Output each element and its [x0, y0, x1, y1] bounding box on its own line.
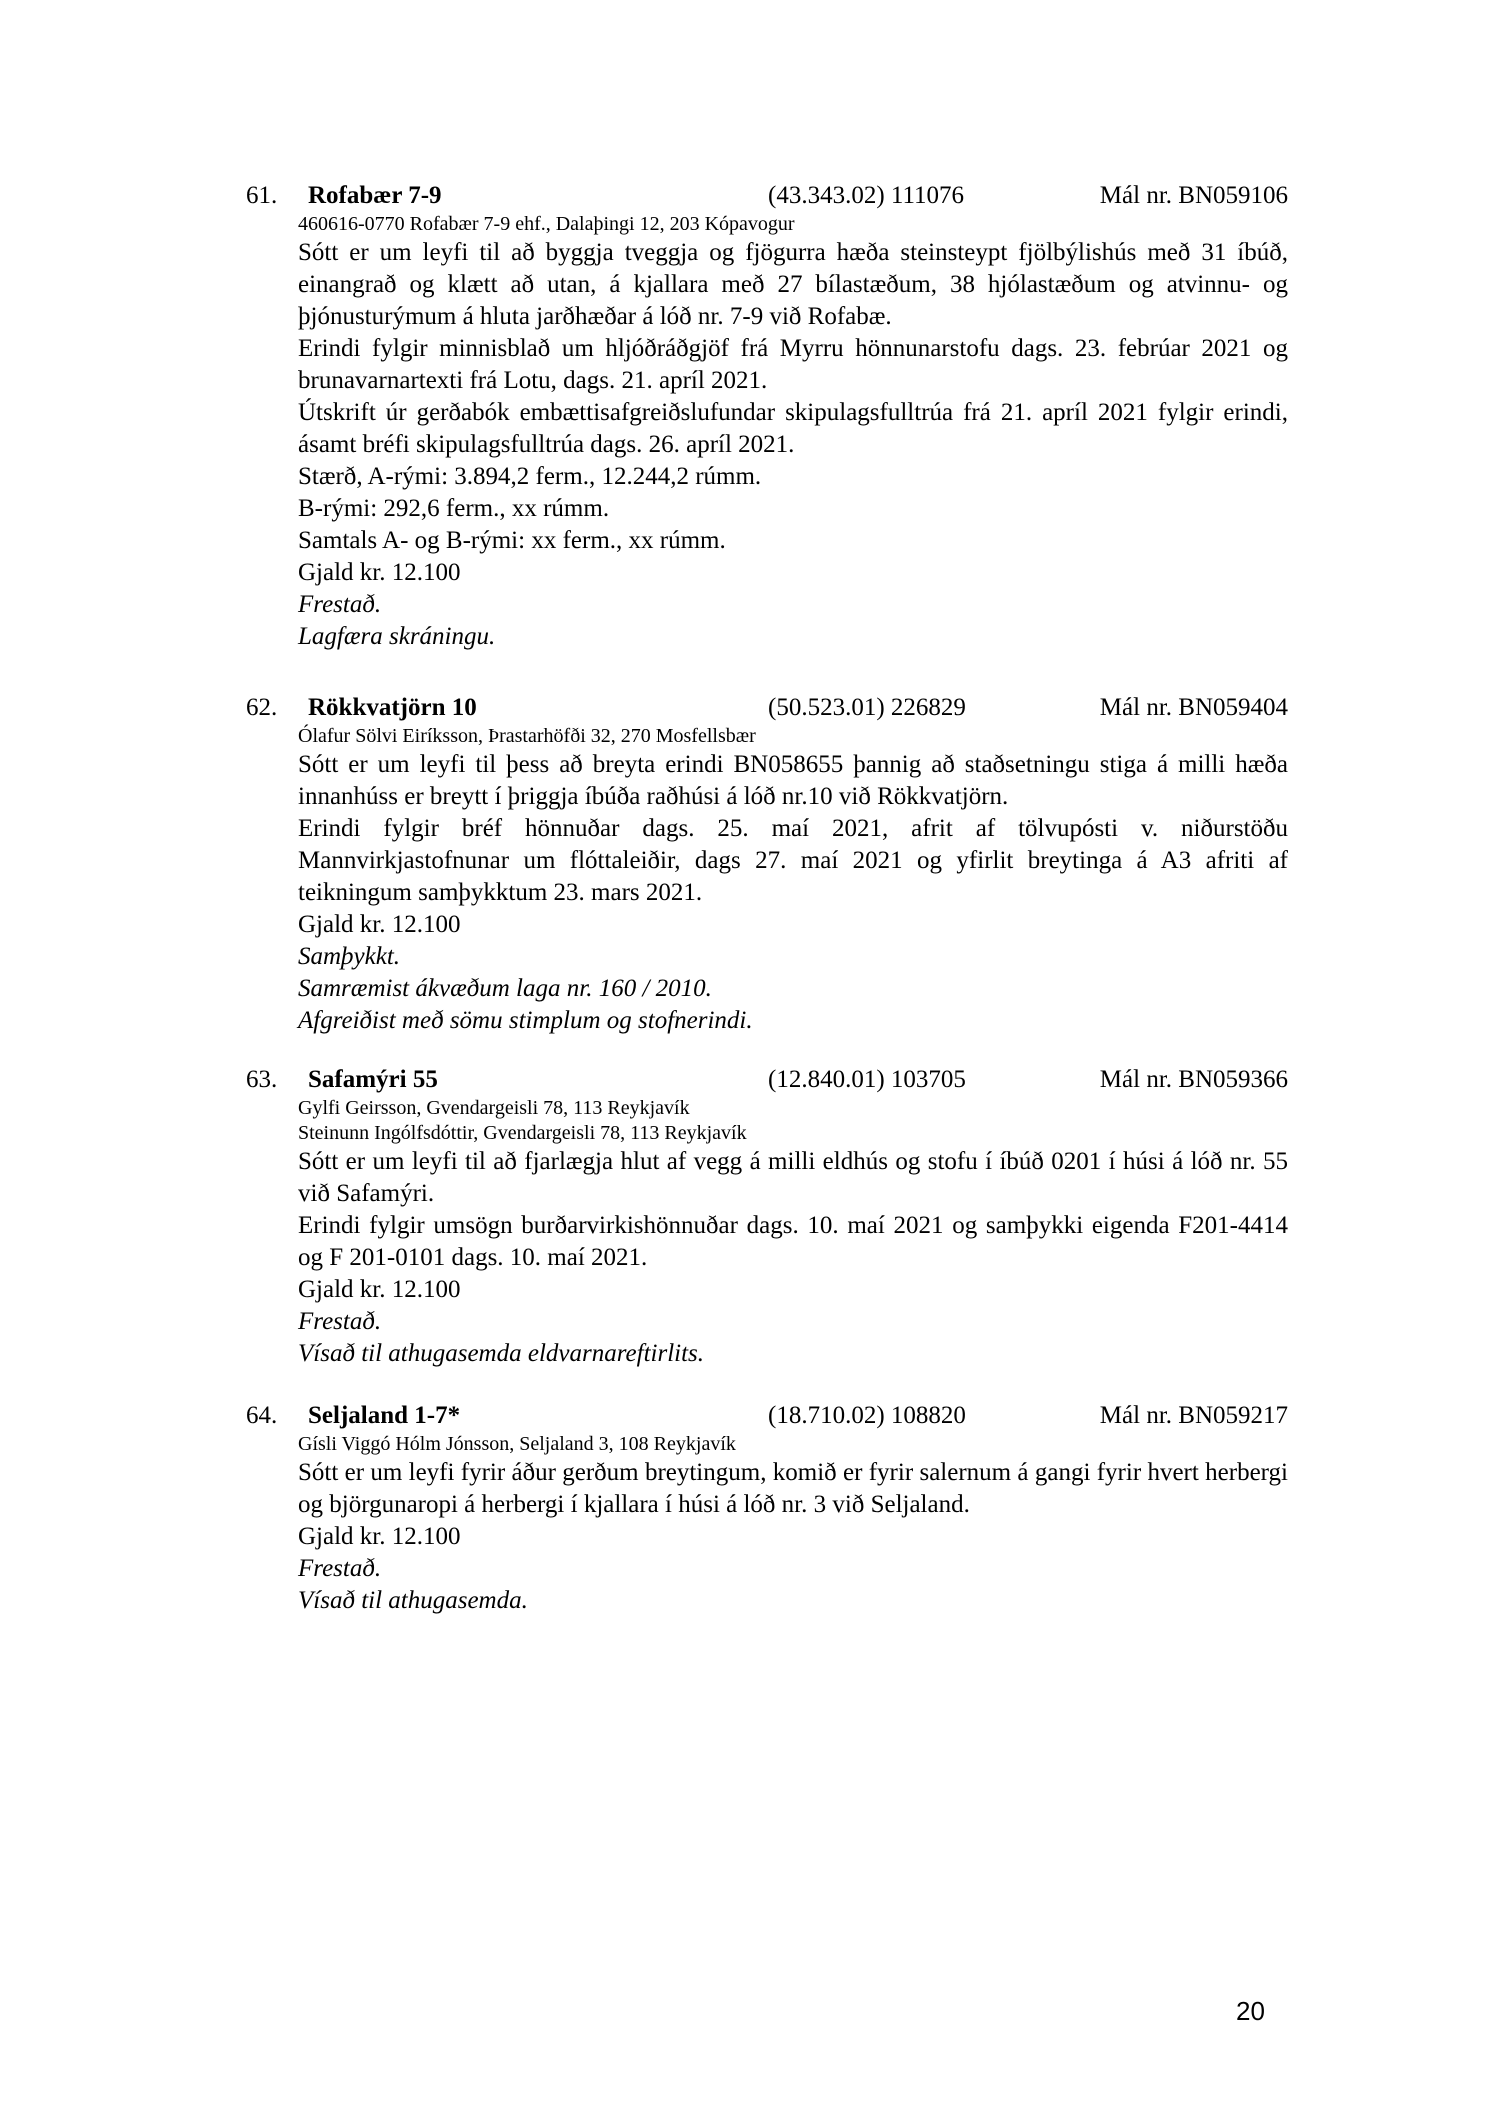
decision-text: Frestað.	[298, 1555, 382, 1582]
fee-line: Gjald kr. 12.100	[298, 911, 461, 938]
decision-note: Samræmist ákvæðum laga nr. 160 / 2010.	[298, 975, 712, 1002]
applicant: Ólafur Sölvi Eiríksson, Þrastarhöfði 32, 270 Mosfellsbær	[298, 725, 756, 747]
case-body	[298, 724, 1288, 1037]
case-reference: (18.710.02) 108820	[768, 1402, 966, 1429]
case-number: 64.	[246, 1402, 278, 1429]
case-id: Mál nr. BN059404	[1099, 694, 1288, 721]
applicant: Gylfi Geirsson, Gvendargeisli 78, 113 Reykjavík	[298, 1097, 690, 1119]
case-reference: (50.523.01) 226829	[768, 694, 966, 721]
case-number: 63.	[246, 1066, 278, 1093]
fee-line: Gjald kr. 12.100	[298, 559, 461, 586]
case-address: Seljaland 1-7*	[308, 1402, 461, 1429]
case-item-61	[246, 180, 1288, 653]
decision-text: Frestað.	[298, 1308, 382, 1335]
size-line: Samtals A- og B-rými: xx ferm., xx rúmm.	[298, 527, 726, 554]
description-paragraph: Sótt er um leyfi til þess að breyta erindi BN058655 þannig að staðsetningu stiga á milli hæða innanhúss er breytt í þriggja íbúða raðhúsi á lóð nr.10 við Rökkvatjörn.	[298, 751, 1288, 810]
decision-note: Afgreiðist með sömu stimplum og stofnerindi.	[298, 1007, 753, 1034]
description-paragraph: Sótt er um leyfi til að fjarlægja hlut af vegg á milli eldhús og stofu í íbúð 0201 í húsi á lóð nr. 55 við Safamýri.	[298, 1148, 1288, 1207]
case-header	[246, 180, 1288, 212]
case-item-63	[246, 1064, 1288, 1370]
case-id: Mál nr. BN059217	[1099, 1402, 1288, 1429]
case-item-64	[246, 1400, 1288, 1617]
case-id: Mál nr. BN059366	[1099, 1066, 1288, 1093]
decision-note: Lagfæra skráningu.	[298, 623, 496, 650]
case-body	[298, 1432, 1288, 1617]
applicant: Steinunn Ingólfsdóttir, Gvendargeisli 78, 113 Reykjavík	[298, 1122, 747, 1144]
case-header	[246, 1064, 1288, 1096]
page-number: 20	[1236, 1996, 1265, 2026]
case-header	[246, 1400, 1288, 1432]
case-item-62	[246, 692, 1288, 1037]
decision-text: Samþykkt.	[298, 943, 401, 970]
size-line: B-rými: 292,6 ferm., xx rúmm.	[298, 495, 610, 522]
case-number: 62.	[246, 694, 278, 721]
description-paragraph: Sótt er um leyfi til að byggja tveggja og fjögurra hæða steinsteypt fjölbýlishús með 31 íbúð, einangrað og klætt að utan, á kjallara með 27 bílastæðum, 38 hjólastæðum og atvinnu- og þjónusturýmum á hluta jarðhæðar á lóð nr. 7-9 við Rofabæ.	[298, 239, 1288, 330]
attachment-paragraph: Erindi fylgir bréf hönnuðar dags. 25. maí 2021, afrit af tölvupósti v. niðurstöðu Mannvirkjastofnunar um flóttaleiðir, dags 27. maí 2021 og yfirlit breytinga á A3 afriti af teikningum samþykktum 23. mars 2021.	[298, 815, 1288, 906]
case-address: Rofabær 7-9	[308, 182, 442, 209]
case-body	[298, 212, 1288, 653]
case-body	[298, 1096, 1288, 1370]
decision-note: Vísað til athugasemda.	[298, 1587, 528, 1614]
description-paragraph: Sótt er um leyfi fyrir áður gerðum breytingum, komið er fyrir salernum á gangi fyrir hvert herbergi og björgunaropi á herbergi í kjallara í húsi á lóð nr. 3 við Seljaland.	[298, 1459, 1288, 1518]
case-header	[246, 692, 1288, 724]
attachment-paragraph: Erindi fylgir umsögn burðarvirkishönnuðar dags. 10. maí 2021 og samþykki eigenda F201-4414 og F 201-0101 dags. 10. maí 2021.	[298, 1212, 1288, 1271]
case-id: Mál nr. BN059106	[1099, 182, 1288, 209]
applicant: Gísli Viggó Hólm Jónsson, Seljaland 3, 108 Reykjavík	[298, 1433, 736, 1455]
case-reference: (43.343.02) 111076	[768, 182, 965, 209]
case-number: 61.	[246, 182, 278, 209]
case-reference: (12.840.01) 103705	[768, 1066, 966, 1093]
case-address: Rökkvatjörn 10	[308, 694, 477, 721]
case-address: Safamýri 55	[308, 1066, 438, 1093]
fee-line: Gjald kr. 12.100	[298, 1276, 461, 1303]
applicant: 460616-0770 Rofabær 7-9 ehf., Dalaþingi 12, 203 Kópavogur	[298, 213, 795, 235]
decision-note: Vísað til athugasemda eldvarnareftirlits.	[298, 1340, 705, 1367]
size-line: Stærð, A-rými: 3.894,2 ferm., 12.244,2 rúmm.	[298, 463, 762, 490]
attachment-paragraph: Útskrift úr gerðabók embættisafgreiðslufundar skipulagsfulltrúa frá 21. apríl 2021 fylgir erindi, ásamt bréfi skipulagsfulltrúa dags. 26. apríl 2021.	[298, 399, 1288, 458]
fee-line: Gjald kr. 12.100	[298, 1523, 461, 1550]
attachment-paragraph: Erindi fylgir minnisblað um hljóðráðgjöf frá Myrru hönnunarstofu dags. 23. febrúar 2021 og brunavarnartexti frá Lotu, dags. 21. apríl 2021.	[298, 335, 1288, 394]
decision-text: Frestað.	[298, 591, 382, 618]
